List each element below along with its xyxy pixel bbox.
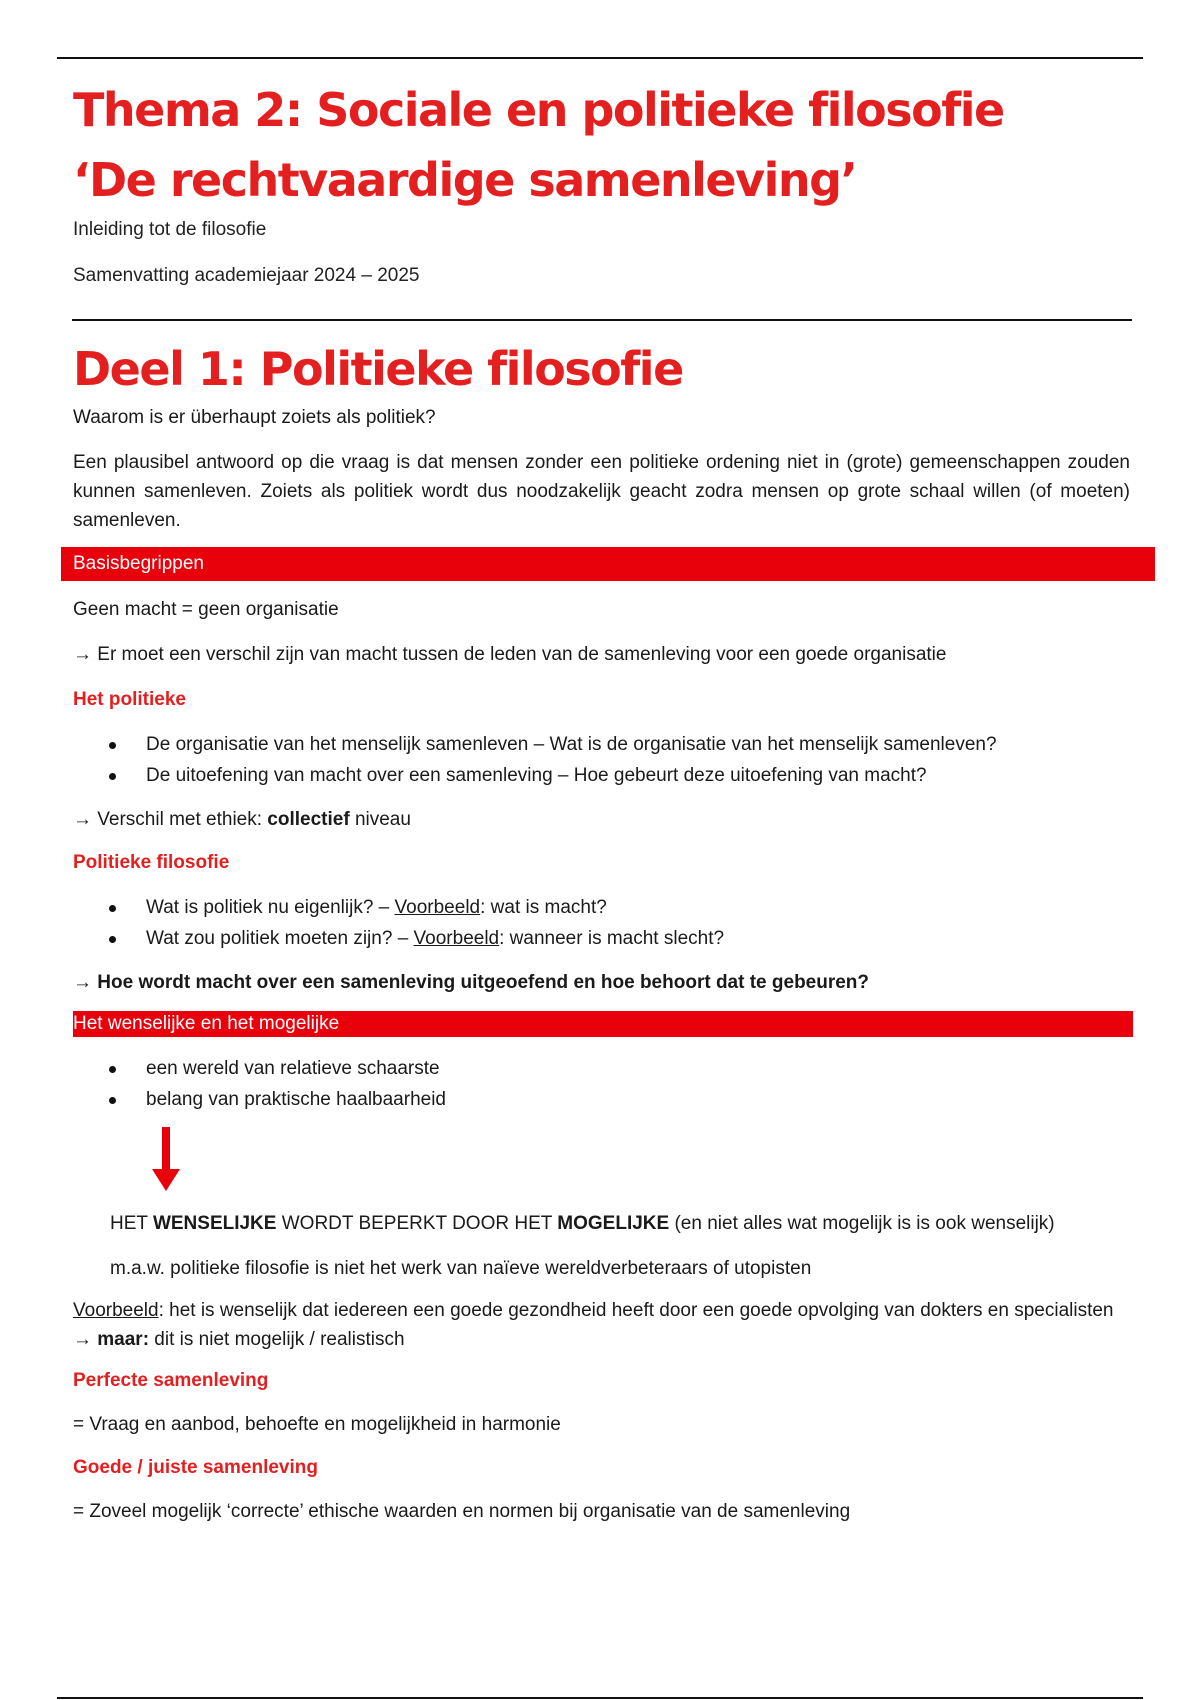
title-line-2: ‘De rechtvaardige samenleving’ bbox=[73, 153, 857, 207]
example-paragraph: Voorbeeld: het is wenselijk dat iedereen een goede gezondheid heeft door een goede opvolging van dokters en specialisten → maar: dit is niet mogelijk / realistisch bbox=[73, 1300, 1114, 1350]
bullet-icon bbox=[109, 1097, 116, 1104]
course-name: Inleiding tot de filosofie bbox=[73, 219, 267, 240]
bullet-icon bbox=[109, 773, 116, 780]
verschil-ethiek: → Verschil met ethiek: collectief niveau bbox=[73, 809, 411, 830]
wenselijke-mogelijke-bar: Het wenselijke en het mogelijke bbox=[73, 1011, 1133, 1037]
politieke-filosofie-heading: Politieke filosofie bbox=[73, 852, 230, 873]
list-item: een wereld van relatieve schaarste bbox=[73, 1053, 1130, 1084]
list-item: Wat zou politiek moeten zijn? – Voorbeeld: wanneer is macht slecht? bbox=[73, 923, 1130, 954]
basis-line-1: Geen macht = geen organisatie bbox=[73, 599, 339, 620]
perfecte-samenleving-heading: Perfecte samenleving bbox=[73, 1370, 269, 1391]
document-content bbox=[73, 75, 1130, 1526]
basis-line-2: → Er moet een verschil zijn van macht tussen de leden van de samenleving voor een goede organisatie bbox=[73, 644, 947, 665]
wenselijk-statement: HET WENSELIJKE WORDT BEPERKT DOOR HET MOGELIJKE (en niet alles wat mogelijk is is ook wenselijk) bbox=[110, 1213, 1055, 1234]
bullet-icon bbox=[109, 936, 116, 943]
part1-heading: Deel 1: Politieke filosofie bbox=[73, 342, 683, 396]
perfecte-samenleving-text: = Vraag en aanbod, behoefte en mogelijkheid in harmonie bbox=[73, 1414, 561, 1435]
wenselijk-list bbox=[73, 1053, 1130, 1115]
section-rule bbox=[72, 319, 1132, 321]
list-item: De organisatie van het menselijk samenleven – Wat is de organisatie van het menselijk samenleven? bbox=[73, 729, 1130, 760]
top-rule bbox=[57, 57, 1143, 59]
arrow-container bbox=[73, 1115, 1130, 1193]
bullet-icon bbox=[109, 742, 116, 749]
basisbegrippen-bar: Basisbegrippen bbox=[61, 547, 1155, 581]
summary-year: Samenvatting academiejaar 2024 – 2025 bbox=[73, 265, 420, 286]
bottom-rule bbox=[57, 1697, 1143, 1699]
list-item: belang van praktische haalbaarheid bbox=[73, 1084, 1130, 1115]
part1-question: Waarom is er überhaupt zoiets als politiek? bbox=[73, 407, 436, 428]
title-line-1: Thema 2: Sociale en politieke filosofie bbox=[73, 83, 1004, 137]
goede-samenleving-text: = Zoveel mogelijk ‘correcte’ ethische waarden en normen bij organisatie van de samenleving bbox=[73, 1501, 851, 1522]
list-item: Wat is politiek nu eigenlijk? – Voorbeeld: wat is macht? bbox=[73, 892, 1130, 923]
arrow-down-icon bbox=[149, 1127, 183, 1193]
list-item: De uitoefening van macht over een samenleving – Hoe gebeurt deze uitoefening van macht? bbox=[73, 760, 1130, 791]
politieke-filosofie-list bbox=[73, 892, 1130, 954]
goede-samenleving-heading: Goede / juiste samenleving bbox=[73, 1457, 318, 1478]
het-politieke-heading: Het politieke bbox=[73, 689, 186, 710]
maw-line: m.a.w. politieke filosofie is niet het werk van naïeve wereldverbeteraars of utopisten bbox=[110, 1258, 812, 1279]
bullet-icon bbox=[109, 1066, 116, 1073]
conclusion-line: → Hoe wordt macht over een samenleving uitgeoefend en hoe behoort dat te gebeuren? bbox=[73, 972, 870, 993]
het-politieke-list bbox=[73, 729, 1130, 791]
part1-answer: Een plausibel antwoord op die vraag is dat mensen zonder een politieke ordening niet in (grote) gemeenschappen zouden kunnen samenleven. Zoiets als politiek wordt dus noodzakelijk geacht zodra mensen op grote schaal willen (of moeten) samenleven. bbox=[73, 452, 1130, 531]
bullet-icon bbox=[109, 905, 116, 912]
